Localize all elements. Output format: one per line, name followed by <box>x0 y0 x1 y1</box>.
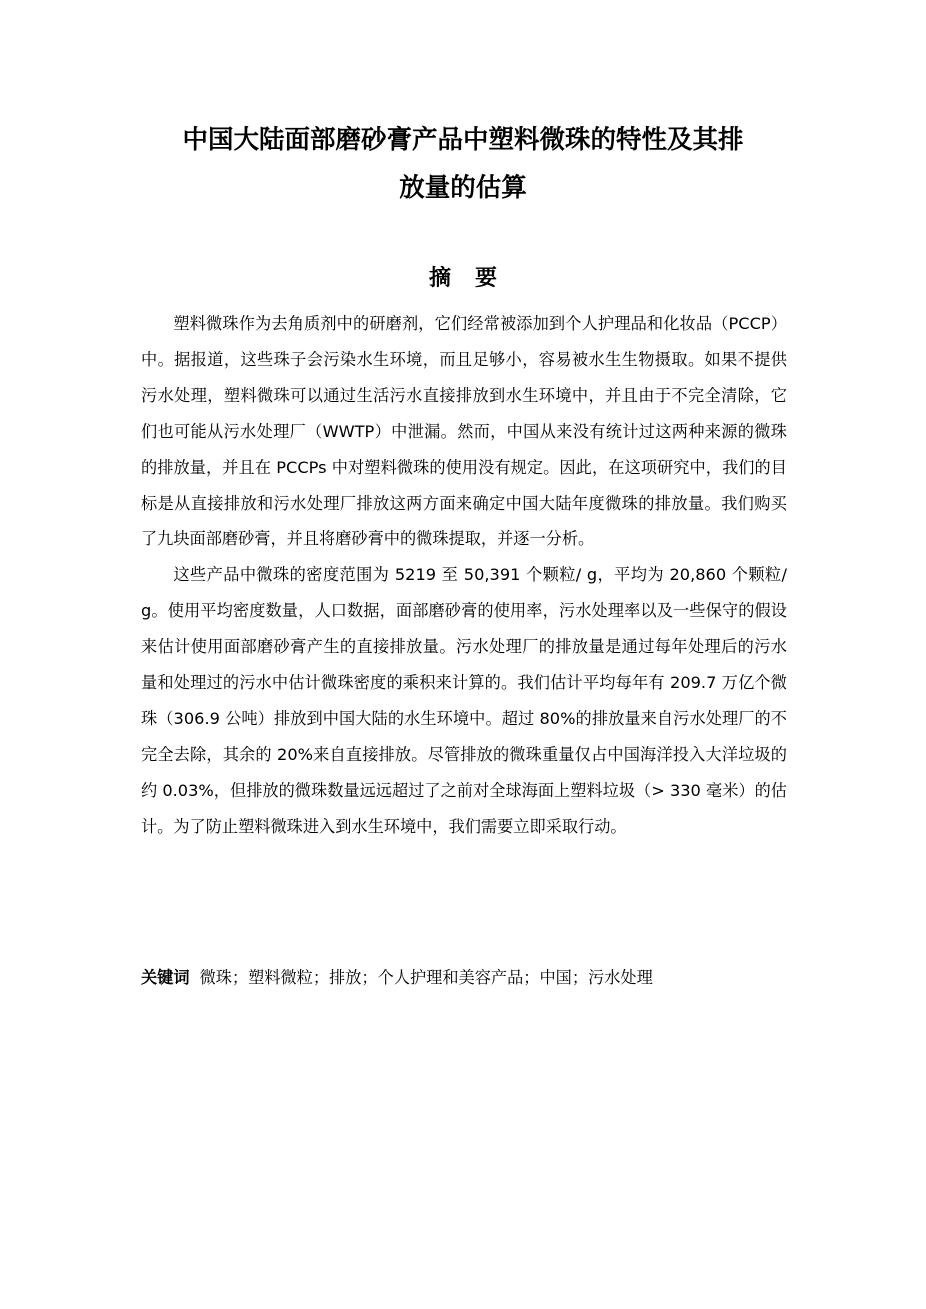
title-line-1: 中国大陆面部磨砂膏产品中塑料微珠的特性及其排 <box>182 125 744 155</box>
keywords-label: 关键词 <box>141 968 190 987</box>
document-title <box>130 116 796 212</box>
abstract-heading: 摘要 <box>428 266 521 291</box>
abstract-body <box>141 306 787 845</box>
keywords-line <box>141 960 787 995</box>
title-line-2: 放量的估算 <box>399 173 527 203</box>
abstract-paragraph-1: 塑料微珠作为去角质剂中的研磨剂，它们经常被添加到个人护理品和化妆品（PCCP）中。据报道，这些珠子会污染水生环境，而且足够小，容易被水生生物摄取。如果不提供污水处理，塑料微珠可以通过生活污水直接排放到水生环境中，并且由于不完全清除，它们也可能从污水处理厂（WWTP）中泄漏。然而，中国从来没有统计过这两种来源的微珠的排放量，并且在 PCCPs 中对塑料微珠的使用没有规定。因此，在这项研究中，我们的目标是从直接排放和污水处理厂排放这两方面来确定中国大陆年度微珠的排放量。我们购买了九块面部磨砂膏，并且将磨砂膏中的微珠提取，并逐一分析。 <box>141 314 787 549</box>
abstract-paragraph-2: 这些产品中微珠的密度范围为 5219 至 50,391 个颗粒/ g，平均为 20,860 个颗粒/ g。使用平均密度数量，人口数据，面部磨砂膏的使用率，污水处理率以及一些保守的假设来估计使用面部磨砂膏产生的直接排放量。污水处理厂的排放量是通过每年处理后的污水量和处理过的污水中估计微珠密度的乘积来计算的。我们估计平均每年有 209.7 万亿个微珠（306.9 公吨）排放到中国大陆的水生环境中。超过 80%的排放量来自污水处理厂的不完全去除，其余的 20%来自直接排放。尽管排放的微珠重量仅占中国海洋投入大洋垃圾的约 0.03%，但排放的微珠数量远远超过了之前对全球海面上塑料垃圾（> 330 毫米）的估计。为了防止塑料微珠进入到水生环境中，我们需要立即采取行动。 <box>141 565 787 836</box>
keywords-text: 微珠；塑料微粒；排放；个人护理和美容产品；中国；污水处理 <box>199 968 653 987</box>
